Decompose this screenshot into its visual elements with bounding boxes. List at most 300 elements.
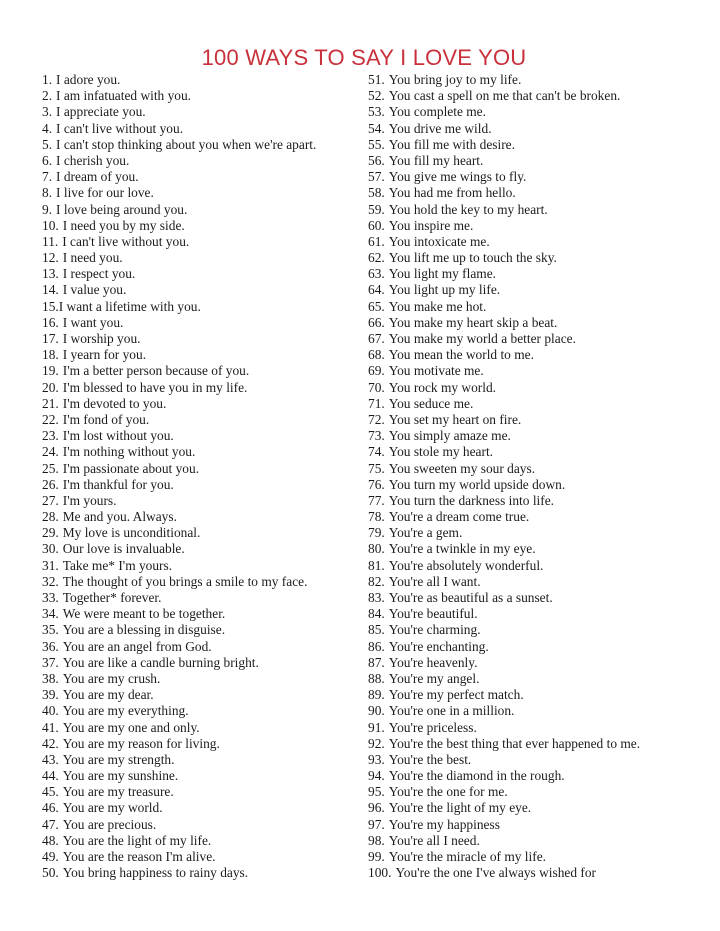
item-text: You fill me with desire. [388, 136, 515, 152]
item-text: You're the best thing that ever happened to me. [388, 735, 641, 751]
list-item [42, 590, 362, 606]
list-item [368, 185, 688, 201]
item-number: 82. [368, 573, 385, 589]
item-text: Our love is invaluable. [62, 541, 185, 557]
item-number: 9. [42, 201, 53, 217]
list-item [42, 218, 362, 234]
item-text: You're heavenly. [388, 654, 478, 670]
item-text: You're beautiful. [388, 606, 478, 622]
item-text: You're priceless. [388, 719, 477, 735]
list-item [368, 509, 688, 525]
item-text: You seduce me. [388, 395, 474, 411]
item-number: 69. [368, 363, 385, 379]
list-item [42, 380, 362, 396]
list-item [368, 639, 688, 655]
item-text: The thought of you brings a smile to my face. [62, 573, 308, 589]
item-text: You are the light of my life. [62, 832, 212, 848]
item-text: My love is unconditional. [62, 525, 201, 541]
item-text: I'm a better person because of you. [62, 363, 250, 379]
item-number: 93. [368, 751, 385, 767]
item-text: You're a twinkle in my eye. [388, 541, 536, 557]
list-item [42, 541, 362, 557]
list-item [368, 525, 688, 541]
item-text: You make me hot. [388, 298, 487, 314]
item-number: 84. [368, 606, 385, 622]
item-text: I appreciate you. [56, 104, 146, 120]
item-number: 46. [42, 800, 59, 816]
item-text: You lift me up to touch the sky. [388, 250, 557, 266]
item-number: 17. [42, 331, 59, 346]
item-text: You're the diamond in the rough. [388, 768, 565, 784]
item-number: 57. [368, 169, 385, 185]
list-item [42, 671, 362, 687]
item-text: You make my heart skip a beat. [388, 314, 558, 330]
item-number: 98. [368, 832, 385, 848]
item-number: 39. [42, 687, 59, 703]
list-item [368, 703, 688, 719]
item-number: 64. [368, 282, 385, 298]
item-text: You turn my world upside down. [388, 476, 566, 492]
item-text: You're all I need. [388, 832, 480, 848]
item-number: 74. [368, 444, 385, 460]
list-item [42, 720, 362, 736]
item-number: 31. [42, 557, 59, 573]
item-text: We were meant to be together. [62, 606, 226, 622]
item-text: I'm devoted to you. [62, 395, 167, 411]
item-number: 12. [42, 250, 59, 266]
list-item [42, 865, 362, 881]
list-item [42, 736, 362, 752]
list-item [368, 768, 688, 784]
list-item [368, 833, 688, 849]
item-text: You mean the world to me. [388, 347, 534, 363]
item-number: 96. [368, 800, 385, 816]
list-item [368, 817, 688, 833]
list-item [42, 703, 362, 719]
item-text: I can't stop thinking about you when we're apart. [56, 136, 317, 152]
item-number: 49. [42, 849, 59, 864]
item-text: I am infatuated with you. [56, 88, 192, 104]
item-number: 24. [42, 444, 59, 460]
item-number: 94. [368, 768, 385, 784]
item-text: You're absolutely wonderful. [388, 557, 544, 573]
list-item [368, 202, 688, 218]
item-number: 47. [42, 816, 59, 832]
item-text: I value you. [62, 282, 127, 298]
item-text: Together* forever. [62, 590, 162, 605]
list-item [42, 234, 362, 250]
item-text: You set my heart on fire. [388, 411, 522, 427]
item-number: 14. [42, 282, 59, 298]
item-number: 89. [368, 687, 385, 703]
item-text: I'm thankful for you. [62, 476, 174, 492]
item-number: 54. [368, 120, 385, 136]
list-item [368, 736, 688, 752]
item-text: You bring happiness to rainy days. [62, 865, 249, 881]
item-text: You're one in a million. [388, 703, 515, 719]
item-text: You light up my life. [388, 282, 501, 298]
item-number: 66. [368, 314, 385, 330]
list-item [368, 622, 688, 638]
item-text: You fill my heart. [388, 152, 484, 168]
item-text: I love being around you. [56, 201, 188, 217]
item-text: You are my one and only. [62, 719, 200, 735]
item-text: You are my world. [62, 800, 163, 816]
item-number: 34. [42, 606, 59, 622]
list-item [368, 250, 688, 266]
item-number: 40. [42, 703, 59, 719]
item-number: 86. [368, 638, 385, 654]
item-number: 11. [42, 233, 59, 249]
item-number: 55. [368, 136, 385, 152]
item-text: You're a dream come true. [388, 509, 530, 525]
item-text: You motivate me. [388, 363, 484, 379]
list-item [42, 363, 362, 379]
list-item [42, 639, 362, 655]
item-text: I want you. [62, 314, 124, 330]
item-text: You sweeten my sour days. [388, 460, 536, 476]
list-item [42, 833, 362, 849]
item-number: 27. [42, 492, 59, 508]
item-text: I want a lifetime with you. [58, 298, 201, 314]
item-number: 70. [368, 379, 385, 395]
item-text: You inspire me. [388, 217, 474, 233]
list-item [368, 784, 688, 800]
item-number: 22. [42, 411, 59, 427]
list-item [42, 477, 362, 493]
list-item [42, 784, 362, 800]
item-text: You're as beautiful as a sunset. [388, 590, 553, 605]
list-item [42, 752, 362, 768]
item-number: 77. [368, 492, 385, 508]
item-number: 13. [42, 266, 59, 282]
item-number: 92. [368, 735, 385, 751]
item-text: I adore you. [56, 72, 121, 87]
item-text: You give me wings to fly. [388, 169, 527, 185]
item-number: 48. [42, 832, 59, 848]
list-item [368, 590, 688, 606]
list-item [42, 202, 362, 218]
item-number: 10. [42, 217, 59, 233]
list-item [368, 412, 688, 428]
item-number: 79. [368, 525, 385, 541]
item-text: I'm lost without you. [62, 428, 174, 444]
item-text: You are a blessing in disguise. [62, 622, 226, 638]
list-item [42, 509, 362, 525]
item-text: You're the miracle of my life. [388, 849, 546, 864]
item-number: 37. [42, 654, 59, 670]
item-text: I need you. [62, 250, 123, 266]
item-text: You are my reason for living. [62, 735, 220, 751]
item-number: 16. [42, 314, 59, 330]
item-number: 91. [368, 719, 385, 735]
list-item [368, 169, 688, 185]
document-title: 100 WAYS TO SAY I LOVE YOU [201, 45, 527, 70]
list-item [42, 88, 362, 104]
item-number: 28. [42, 509, 59, 525]
list-item [42, 817, 362, 833]
item-text: You are the reason I'm alive. [62, 849, 216, 864]
item-text: You're charming. [388, 622, 481, 638]
list-item [42, 444, 362, 460]
list-item [42, 266, 362, 282]
list-item [368, 493, 688, 509]
list-item [42, 347, 362, 363]
item-number: 83. [368, 590, 385, 605]
item-number: 38. [42, 670, 59, 686]
item-number: 72. [368, 411, 385, 427]
list-item [368, 299, 688, 315]
list-item [368, 266, 688, 282]
item-text: You stole my heart. [388, 444, 494, 460]
item-number: 65. [368, 298, 385, 314]
list-item [42, 558, 362, 574]
list-item [368, 282, 688, 298]
list-item [42, 574, 362, 590]
list-item [368, 720, 688, 736]
item-number: 8. [42, 185, 53, 201]
item-number: 80. [368, 541, 385, 557]
list-item [368, 574, 688, 590]
item-number: 85. [368, 622, 385, 638]
list-item [368, 363, 688, 379]
list-item [368, 477, 688, 493]
item-number: 32. [42, 573, 59, 589]
list-item [368, 331, 688, 347]
item-text: You intoxicate me. [388, 233, 490, 249]
item-text: You're the one I've always wished for [395, 865, 596, 881]
item-number: 63. [368, 266, 385, 282]
item-number: 43. [42, 751, 59, 767]
item-number: 30. [42, 541, 59, 557]
item-text: You're my happiness [388, 816, 500, 832]
item-number: 97. [368, 816, 385, 832]
item-text: I'm nothing without you. [62, 444, 196, 460]
list-item [368, 234, 688, 250]
item-text: You are my sunshine. [62, 768, 179, 784]
list-item [42, 622, 362, 638]
item-text: You are my strength. [62, 751, 175, 767]
item-text: You are my everything. [62, 703, 189, 719]
list-item [368, 121, 688, 137]
list-item [42, 72, 362, 88]
item-text: You complete me. [388, 104, 486, 120]
item-number: 44. [42, 768, 59, 784]
item-text: You're my angel. [388, 670, 480, 686]
item-text: I yearn for you. [62, 347, 147, 363]
list-item [42, 800, 362, 816]
list-item [368, 396, 688, 412]
list-item [42, 606, 362, 622]
item-text: Take me* I'm yours. [62, 557, 173, 573]
list-column-left [42, 72, 362, 881]
item-number: 4. [42, 120, 53, 136]
item-number: 3. [42, 104, 53, 120]
item-number: 36. [42, 638, 59, 654]
item-text: You turn the darkness into life. [388, 492, 555, 508]
item-number: 23. [42, 428, 59, 444]
item-text: You are an angel from God. [62, 638, 212, 654]
list-column-right [368, 72, 688, 881]
item-number: 2. [42, 88, 53, 104]
item-text: You are like a candle burning bright. [62, 654, 259, 670]
item-number: 41. [42, 719, 59, 735]
item-number: 56. [368, 152, 385, 168]
item-text: You're the best. [388, 751, 472, 767]
item-number: 20. [42, 379, 59, 395]
item-number: 78. [368, 509, 385, 525]
list-item [42, 185, 362, 201]
list-item [42, 153, 362, 169]
item-text: You hold the key to my heart. [388, 201, 548, 217]
item-number: 90. [368, 703, 385, 719]
item-text: You bring joy to my life. [388, 72, 522, 87]
item-number: 53. [368, 104, 385, 120]
item-text: I'm yours. [62, 492, 117, 508]
list-item [42, 315, 362, 331]
item-number: 50. [42, 865, 59, 881]
item-text: You are my crush. [62, 670, 161, 686]
item-text: I dream of you. [56, 169, 139, 185]
item-number: 87. [368, 654, 385, 670]
list-item [368, 849, 688, 865]
list-item [368, 461, 688, 477]
list-item [42, 655, 362, 671]
item-number: 45. [42, 784, 59, 800]
list-item [368, 558, 688, 574]
list-item [42, 299, 362, 315]
list-item [42, 412, 362, 428]
list-item [42, 104, 362, 120]
list-item [368, 655, 688, 671]
item-number: 5. [42, 136, 53, 152]
item-text: You are my dear. [62, 687, 154, 703]
item-text: I'm blessed to have you in my life. [62, 379, 248, 395]
list-item [368, 218, 688, 234]
list-item [368, 380, 688, 396]
item-number: 100. [368, 865, 392, 881]
list-item [42, 461, 362, 477]
item-number: 51. [368, 72, 385, 87]
item-text: You're the light of my eye. [388, 800, 532, 816]
item-number: 88. [368, 670, 385, 686]
list-item [42, 137, 362, 153]
item-text: Me and you. Always. [62, 509, 177, 525]
item-text: You had me from hello. [388, 185, 516, 201]
list-item [368, 671, 688, 687]
item-number: 60. [368, 217, 385, 233]
list-item [368, 865, 688, 881]
item-text: You're a gem. [388, 525, 463, 541]
item-text: I'm fond of you. [62, 411, 150, 427]
list-item [368, 104, 688, 120]
item-text: I can't live without you. [62, 233, 190, 249]
list-item [42, 493, 362, 509]
item-number: 81. [368, 557, 385, 573]
item-text: I can't live without you. [56, 120, 184, 136]
list-item [368, 137, 688, 153]
list-item [42, 331, 362, 347]
list-item [368, 347, 688, 363]
item-number: 35. [42, 622, 59, 638]
item-number: 73. [368, 428, 385, 444]
list-item [42, 169, 362, 185]
item-text: You light my flame. [388, 266, 497, 282]
item-text: I live for our love. [56, 185, 154, 201]
item-number: 61. [368, 233, 385, 249]
list-item [368, 541, 688, 557]
item-text: I'm passionate about you. [62, 460, 200, 476]
list-item [42, 121, 362, 137]
item-number: 95. [368, 784, 385, 800]
item-number: 1. [42, 72, 53, 87]
list-item [42, 282, 362, 298]
list-item [368, 428, 688, 444]
item-number: 75. [368, 460, 385, 476]
list-item [368, 88, 688, 104]
item-text: I need you by my side. [62, 217, 185, 233]
item-text: You simply amaze me. [388, 428, 511, 444]
list-item [368, 687, 688, 703]
item-number: 52. [368, 88, 385, 104]
item-text: You drive me wild. [388, 120, 492, 136]
item-number: 15. [42, 298, 59, 314]
list-item [368, 153, 688, 169]
item-number: 99. [368, 849, 385, 864]
item-text: You make my world a better place. [388, 331, 576, 346]
item-number: 21. [42, 395, 59, 411]
item-text: I respect you. [62, 266, 136, 282]
item-text: You're my perfect match. [388, 687, 524, 703]
list-item [368, 72, 688, 88]
item-number: 68. [368, 347, 385, 363]
item-text: You are my treasure. [62, 784, 174, 800]
item-text: You cast a spell on me that can't be broken. [388, 88, 621, 104]
list-item [368, 444, 688, 460]
item-text: You're enchanting. [388, 638, 489, 654]
item-text: I cherish you. [56, 152, 130, 168]
list-item [42, 849, 362, 865]
item-number: 18. [42, 347, 59, 363]
item-text: You are precious. [62, 816, 157, 832]
list-item [42, 250, 362, 266]
item-number: 7. [42, 169, 53, 185]
item-number: 25. [42, 460, 59, 476]
item-number: 26. [42, 476, 59, 492]
item-text: You're all I want. [388, 573, 481, 589]
item-number: 29. [42, 525, 59, 541]
list-item [368, 800, 688, 816]
item-number: 59. [368, 201, 385, 217]
list-item [42, 428, 362, 444]
item-number: 58. [368, 185, 385, 201]
item-text: I worship you. [62, 331, 141, 346]
item-number: 33. [42, 590, 59, 605]
item-number: 42. [42, 735, 59, 751]
item-text: You're the one for me. [388, 784, 508, 800]
item-text: You rock my world. [388, 379, 497, 395]
item-number: 19. [42, 363, 59, 379]
list-item [368, 315, 688, 331]
item-number: 76. [368, 476, 385, 492]
list-item [42, 768, 362, 784]
list-item [42, 687, 362, 703]
item-number: 62. [368, 250, 385, 266]
item-number: 67. [368, 331, 385, 346]
item-number: 71. [368, 395, 385, 411]
list-item [368, 606, 688, 622]
list-item [42, 396, 362, 412]
